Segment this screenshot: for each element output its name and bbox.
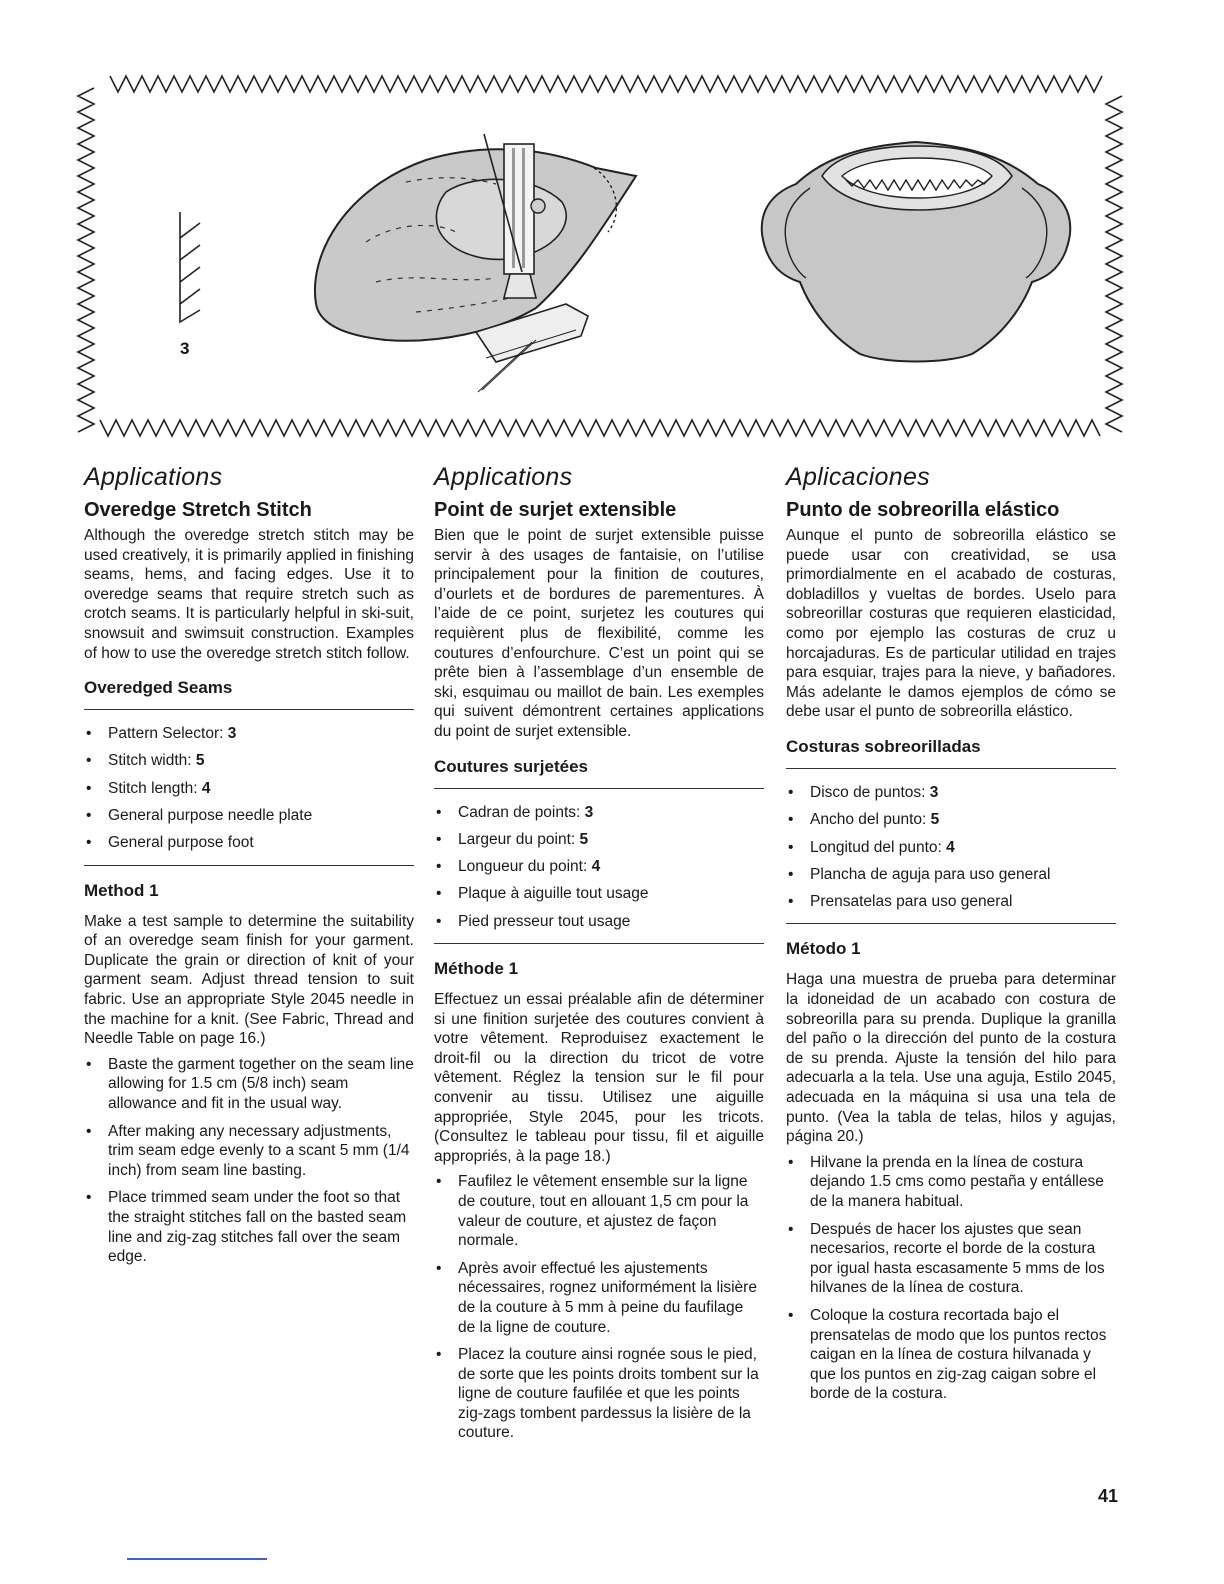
setting-item [84,747,414,774]
setting-label: General purpose foot [108,834,254,852]
setting-item [84,720,414,747]
setting-label: Longitud del punto: [810,838,947,856]
applications-heading: Applications [84,463,223,491]
step-item: • Place trimmed seam under the foot so that the straight stitches fall on the basted seam line and zig-zag stitches fall over the seam edge. [84,1188,414,1266]
setting-item [434,799,764,826]
intro-paragraph: Bien que le point de surjet extensible puisse servir à des usages de fantaisie, on l’utilise principalement pour la finition de coutures, d’ourlets et de bordures de parementures. À l’aide de ce point, surjetez les coutures qui requièrent plus de flexibilité, comme les coutures d’enfourchure. C’est un point qui se prête bien à l’assemblage d’un ensemble de ski, esquimau ou maillot de bain. Les exemples qui suivent démontrent certaines applications du point de surjet extensible. [434,527,764,740]
section-heading: Overedged Seams [84,678,233,698]
applications-heading: Aplicaciones [786,463,930,491]
step-item: • Placez la couture ainsi rognée sous le pied, de sorte que les points droits tombent sur la ligne de couture faufilée et que les points zig-zags tombent pardessus la lisière de la couture. [434,1345,764,1443]
setting-value: 3 [227,725,237,743]
setting-value: 3 [584,803,594,821]
setting-value: 3 [929,783,939,801]
divider [786,923,1116,924]
method-heading: Method 1 [84,880,159,900]
footer-rule [127,1558,267,1560]
method-paragraph: Effectuez un essai préalable afin de déterminer si une finition surjetée des coutures convient à votre vêtement. Reproduisez exactement le droit-fil ou la direction du tricot de votre vêtement. Réglez la tension sur le fil pour convenir au tissu. Utilisez une aiguille appropriée, Style 2045, pour les tricots. (Consultez le tableau pour tissu, fil et aiguille appropriés, à la page 18.) [434,991,764,1165]
divider [786,768,1116,769]
setting-value: 5 [195,752,205,770]
settings-list [434,799,764,935]
step-item: • Coloque la costura recortada bajo el prensatelas de modo que los puntos rectos caigan en la línea de costura hilvanada y que los puntos en zig-zag caigan sobre el borde de la costura. [786,1306,1116,1404]
setting-label: Pied presseur tout usage [458,912,631,930]
divider [84,709,414,710]
setting-label: Pattern Selector: [108,725,228,743]
setting-value: 4 [946,838,955,856]
setting-value: 4 [591,858,601,876]
stitch-number-label: 3 [180,339,190,358]
steps-list [434,1172,764,1443]
setting-label: Longueur du point: [458,858,592,876]
setting-item [434,908,764,935]
steps-list [786,1153,1116,1404]
setting-item [786,888,1116,915]
setting-item [434,853,764,880]
stitch-name-heading: Punto de sobreorilla elástico [786,499,1060,521]
zigzag-top-border [110,76,1102,92]
setting-item [786,806,1116,833]
method-heading: Méthode 1 [434,959,519,979]
stitch-pattern-symbol [180,212,200,322]
step-item: • Baste the garment together on the seam line allowing for 1.5 cm (5/8 inch) seam allowance and fit in the usual way. [84,1055,414,1114]
setting-item [786,861,1116,888]
illustration-svg [76,72,1124,440]
setting-item [434,826,764,853]
illustration-figure [76,72,1124,440]
section-heading: Coutures surjetées [434,756,588,776]
setting-label: Largeur du point: [458,830,580,848]
step-item: • Après avoir effectué les ajustements nécessaires, rognez uniformément la lisière de la couture à 5 mm à peine du faufilage de la ligne de couture. [434,1259,764,1337]
page-number: 41 [1098,1486,1119,1506]
setting-item [84,802,414,829]
setting-value: 4 [201,779,211,797]
zigzag-left-border [78,88,94,432]
french-column [434,462,764,1451]
intro-paragraph: Aunque el punto de sobreorilla elástico se puede usar con creatividad, se usa primordialmente en el acabado de costuras, dobladillos y vueltas de bordes. Uselo para sobreorillar costuras que requieren elasticidad, como por ejemplo las costuras de cruz u horcajaduras. Es de particular utilidad en trajes para esquiar, trajes para la nieve, y bañadores. Más adelante le damos ejemplos de cómo se debe usar el punto de sobreorilla elástico. [786,527,1116,721]
setting-label: Ancho del punto: [810,811,931,829]
zigzag-bottom-border [100,420,1100,436]
setting-label: Plaque à aiguille tout usage [458,885,649,903]
step-item: • Después de hacer los ajustes que sean necesarios, recorte el borde de la costura por igual hasta escasamente 5 mms de los hilvanes de la línea de costura. [786,1220,1116,1298]
setting-label: Cadran de points: [458,803,585,821]
section-heading: Costuras sobreorilladas [786,736,981,756]
method-paragraph: Make a test sample to determine the suitability of an overedge seam finish for your garment. Duplicate the grain or direction of knit of your garment seam. Adjust thread tension to suit fabric. Use an appropriate Style 2045 needle in the machine for a knit. (See Fabric, Thread and Needle Table on page 16.) [84,912,414,1048]
setting-item [786,834,1116,861]
stitch-name-heading: Overedge Stretch Stitch [84,499,312,521]
divider [434,943,764,944]
sewing-machine-illustration [315,134,636,392]
step-item: • Faufilez le vêtement ensemble sur la ligne de couture, tout en allouant 1,5 cm pour la valeur de couture, et ajustez de façon normale. [434,1172,764,1250]
setting-item [786,779,1116,806]
method-heading: Método 1 [786,939,861,959]
setting-label: Stitch width: [108,752,196,770]
zigzag-right-border [1106,96,1122,432]
stitch-name-heading: Point de surjet extensible [434,499,677,521]
setting-label: Prensatelas para uso general [810,893,1013,911]
step-item: • Hilvane la prenda en la línea de costura dejando 1.5 cms como pestaña y entállese de la manera habitual. [786,1153,1116,1212]
setting-label: Plancha de aguja para uso general [810,865,1051,883]
setting-label: General purpose needle plate [108,807,313,825]
setting-item [84,775,414,802]
divider [84,865,414,866]
setting-label: Disco de puntos: [810,783,930,801]
setting-value: 5 [579,830,589,848]
intro-paragraph: Although the overedge stretch stitch may be used creatively, it is primarily applied in finishing seams, hems, and facing edges. Use it to overedge seams that require stretch such as crotch seams. It is particularly helpful in ski-suit, snowsuit and swimsuit construction. Examples of how to use the overedge stretch stitch follow. [84,527,414,662]
method-paragraph: Haga una muestra de prueba para determinar la idoneidad de un acabado con costura de sobreorilla para su prenda. Duplique la granilla del paño o la dirección del punto de la costura de su prenda. Ajuste la tensión del hilo para adecuarla a la tela. Use una aguja, Estilo 2045, adecuada en la máquina si usa una tela de punto. (Vea la tabla de telas, hilos y agujas, página 20.) [786,971,1116,1146]
setting-label: Stitch length: [108,779,202,797]
setting-item [434,880,764,907]
steps-list [84,1055,414,1267]
settings-list [84,720,414,856]
setting-value: 5 [930,811,940,829]
settings-list [786,779,1116,915]
english-column [84,462,414,1275]
spanish-column [786,462,1116,1412]
divider [434,788,764,789]
sweater-illustration [762,142,1070,362]
setting-item [84,829,414,856]
step-item: • After making any necessary adjustments, trim seam edge evenly to a scant 5 mm (1/4 inch) from seam line basting. [84,1122,414,1181]
applications-heading: Applications [434,463,573,491]
